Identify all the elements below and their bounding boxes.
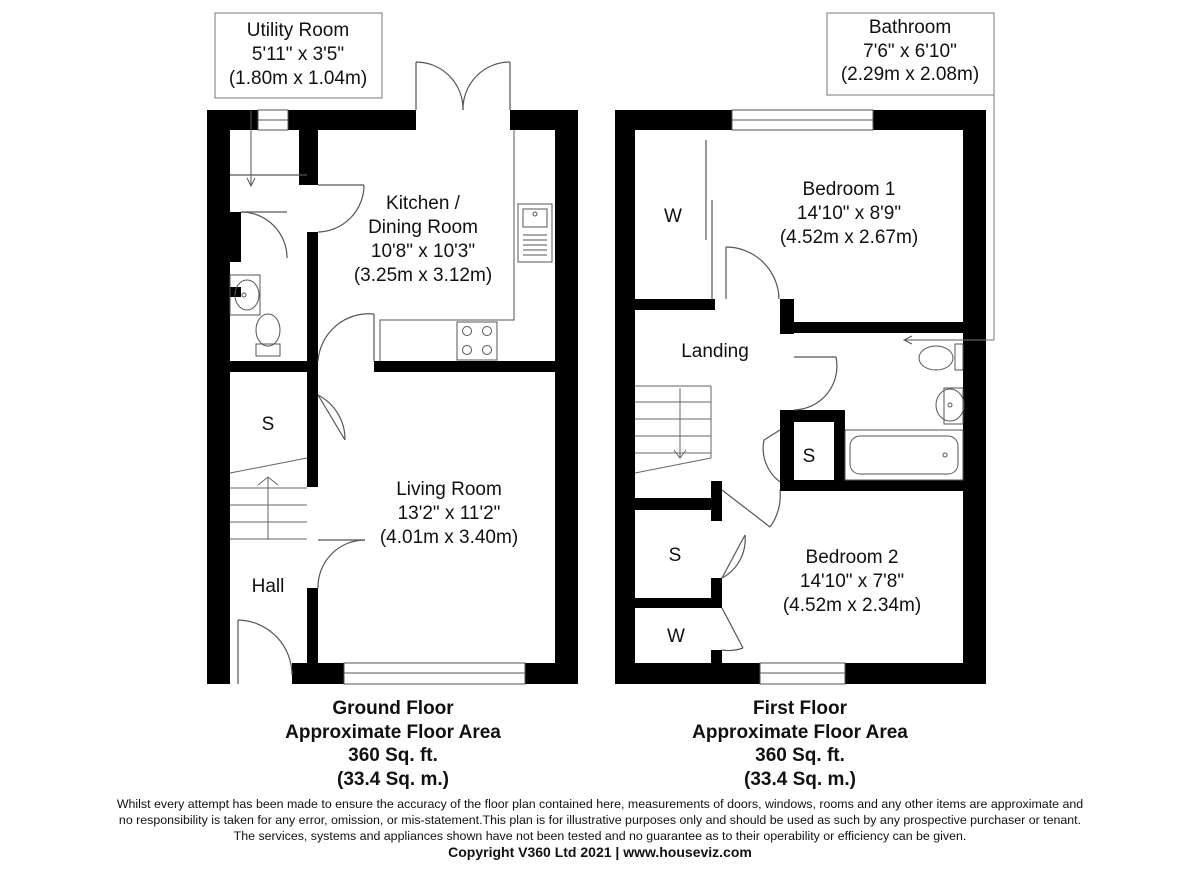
bathroom-metric: (2.29m x 2.08m) (840, 64, 980, 85)
disclaimer (0, 796, 1200, 860)
copyright-notice: Copyright V360 Ltd 2021 | www.houseviz.com (448, 844, 752, 860)
ground-floor-title: Ground Floor (332, 698, 454, 719)
first-floor-fixtures (845, 336, 964, 480)
first-floor-sqm: (33.4 Sq. m.) (744, 768, 856, 790)
living-room-metric: (4.01m x 3.40m) (379, 527, 519, 548)
bedroom-1-imperial: 14'10" x 8'9" (796, 203, 902, 224)
living-room-name: Living Room (396, 479, 502, 500)
ground-floor-stairs (230, 458, 307, 540)
landing-store-label: S (802, 446, 816, 467)
hall-label: Hall (251, 576, 285, 597)
bedroom-1-label (780, 179, 918, 248)
bedroom-2-imperial: 14'10" x 7'8" (799, 571, 905, 592)
kitchen-name-line2: Dining Room (368, 217, 478, 238)
bedroom-2-name: Bedroom 2 (805, 547, 899, 568)
ground-floor-sqft: 360 Sq. ft. (348, 745, 438, 766)
kitchen-name-line1: Kitchen / (386, 193, 460, 214)
kitchen-imperial: 10'8" x 10'3" (370, 241, 476, 262)
first-floor-area-label: Approximate Floor Area (692, 721, 908, 743)
kitchen-dining-label (354, 193, 492, 286)
utility-room-callout (215, 13, 382, 98)
bedroom-2-metric: (4.52m x 2.34m) (782, 595, 922, 616)
utility-room-imperial: 5'11" x 3'5" (251, 44, 345, 65)
landing-label: Landing (681, 341, 749, 362)
bedroom-1-metric: (4.52m x 2.67m) (779, 227, 919, 248)
first-floor-area-caption (650, 697, 950, 791)
disclaimer-line-2: no responsibility is taken for any error, omission, or mis-statement.This plan is for illustrative purposes only and should be used as such by any prospective purchaser or tenant. (118, 813, 1082, 827)
first-floor-title: First Floor (753, 698, 847, 719)
utility-room-name: Utility Room (246, 20, 350, 41)
ground-store-label: S (261, 414, 275, 435)
ground-floor-sqm: (33.4 Sq. m.) (337, 768, 449, 790)
bedroom-1-wardrobe-label: W (664, 206, 682, 227)
utility-room-metric: (1.80m x 1.04m) (228, 68, 368, 89)
kitchen-metric: (3.25m x 3.12m) (353, 265, 493, 286)
first-floor-stairs (635, 386, 711, 473)
ground-floor-area-label: Approximate Floor Area (285, 721, 501, 743)
disclaimer-line-1: Whilst every attempt has been made to ensure the accuracy of the floor plan contained here, measurements of doors, windows, rooms and any other items are approximate and (116, 797, 1084, 811)
bedroom-2-wardrobe-label: W (667, 626, 685, 647)
bedroom-2-label (783, 547, 921, 616)
ground-floor-area-caption (243, 697, 543, 791)
bathroom-name: Bathroom (868, 17, 952, 38)
bedroom-2-store-label: S (668, 545, 682, 566)
living-room-label (380, 479, 518, 548)
bedroom-1-name: Bedroom 1 (802, 179, 896, 200)
disclaimer-line-3: The services, systems and appliances shown have not been tested and no guarantee as to their operability or efficiency can be given. (233, 829, 967, 843)
bathroom-imperial: 7'6" x 6'10" (863, 41, 957, 62)
first-floor-sqft: 360 Sq. ft. (755, 745, 845, 766)
living-room-imperial: 13'2" x 11'2" (397, 503, 501, 524)
